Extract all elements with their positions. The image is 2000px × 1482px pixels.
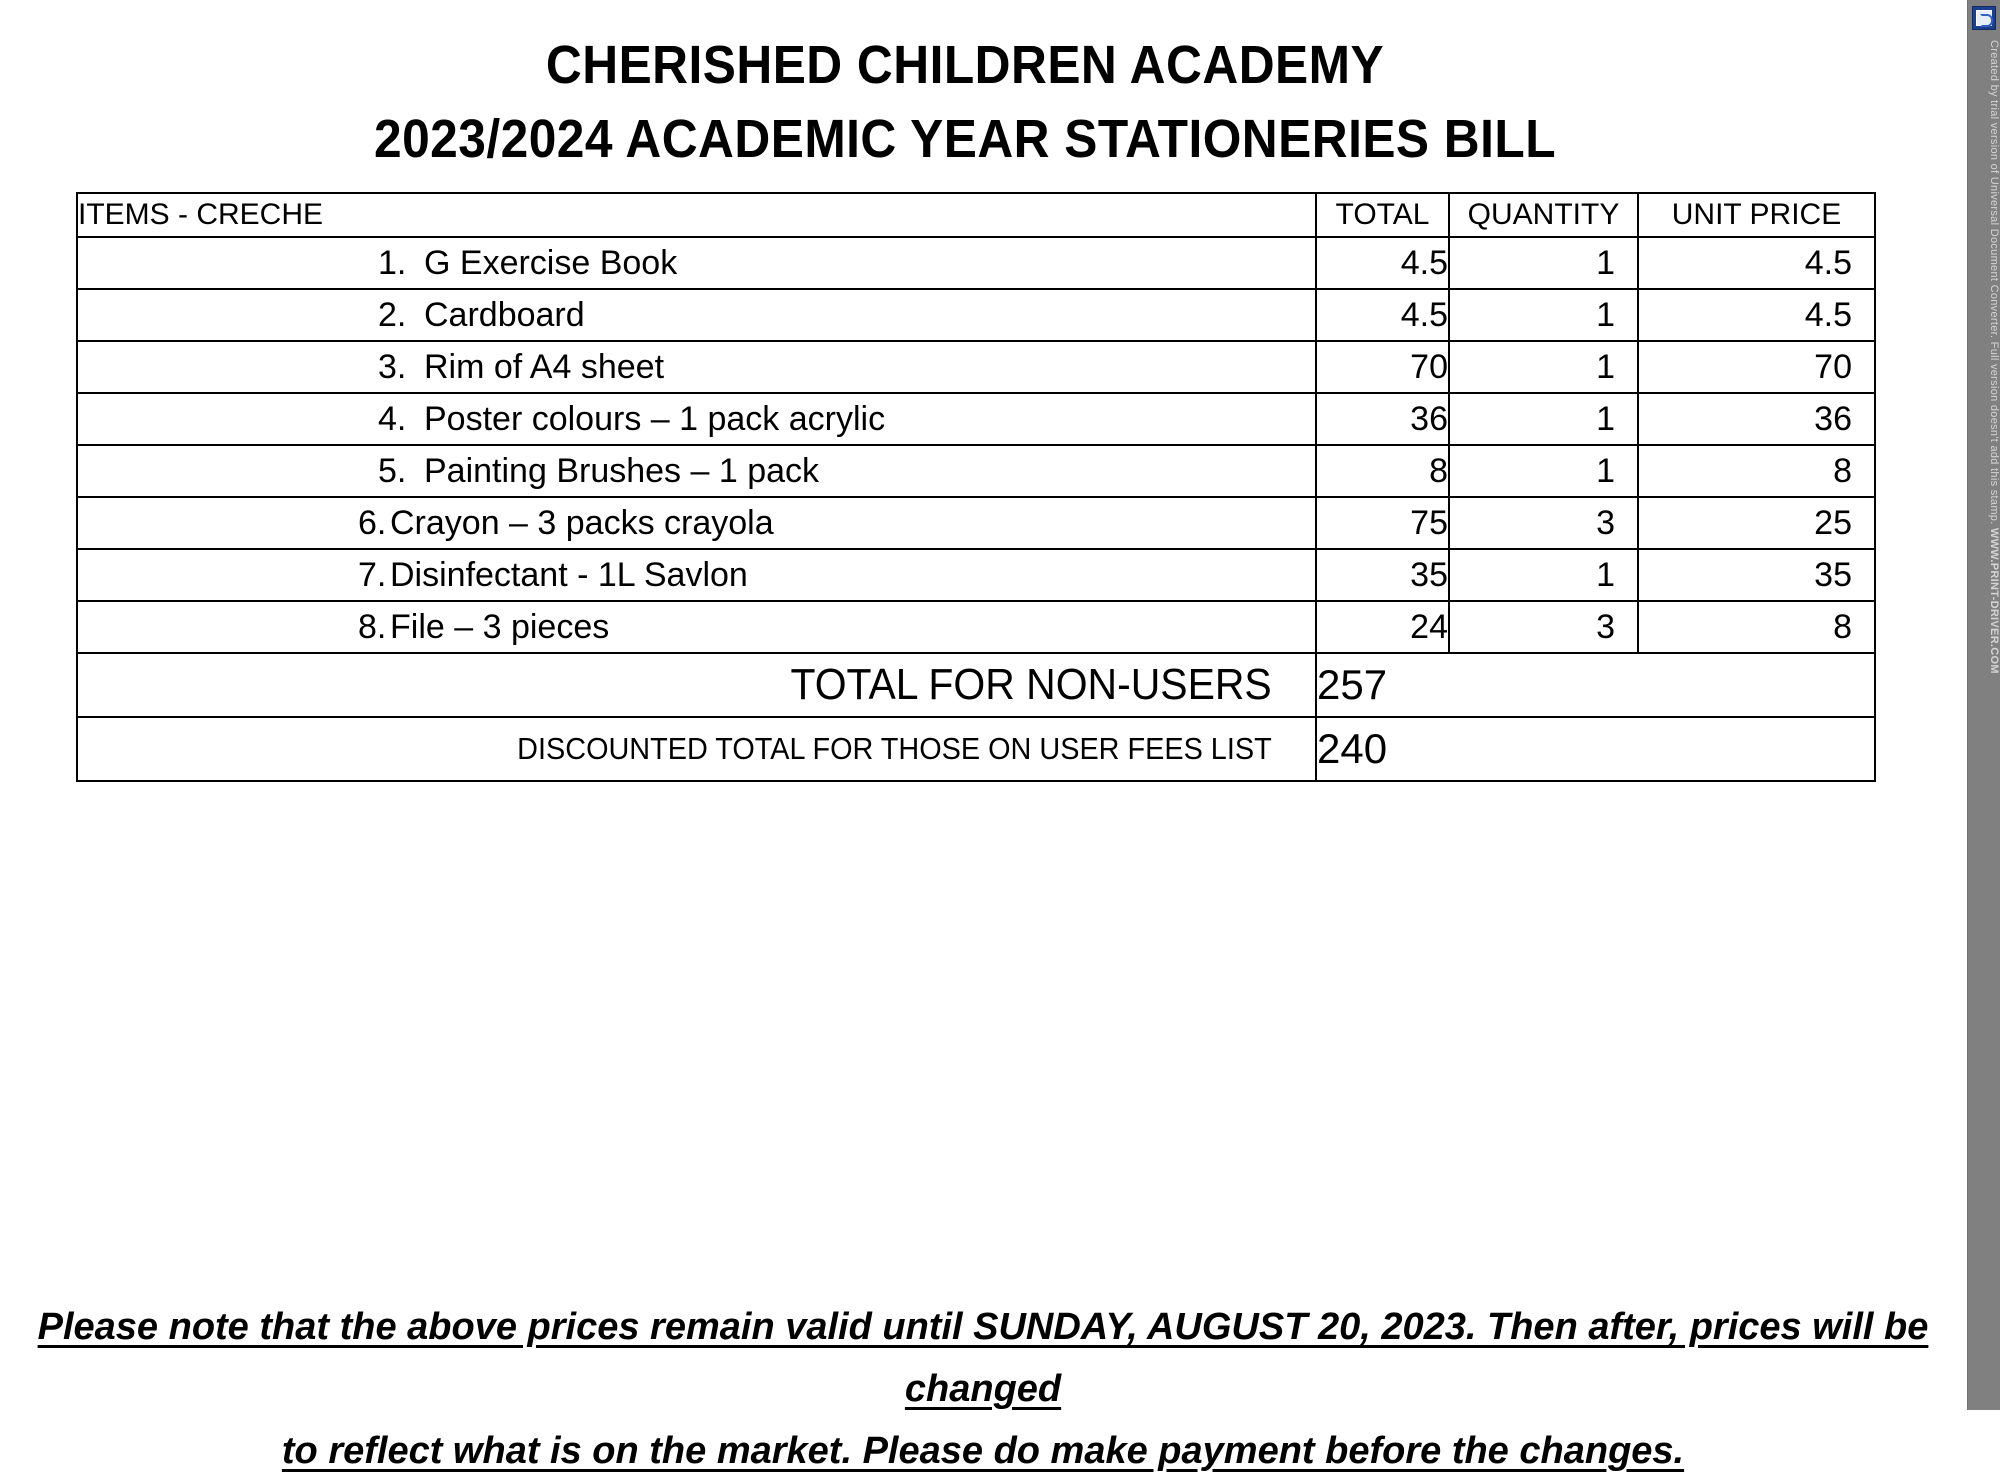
- item-label: G Exercise Book: [424, 243, 678, 282]
- watermark-strip: [1967, 0, 2000, 1410]
- item-unit-price-cell: 35: [1638, 549, 1875, 601]
- item-number: 8.: [358, 607, 387, 646]
- item-name-cell: [77, 393, 1316, 445]
- column-header-items: ITEMS - CRECHE: [77, 193, 1316, 237]
- item-label: Cardboard: [424, 295, 585, 334]
- document-title-line-2: 2023/2024 ACADEMIC YEAR STATIONERIES BILL: [373, 109, 1557, 169]
- total-non-users-value: 257: [1316, 653, 1875, 717]
- item-total-cell: 36: [1316, 393, 1449, 445]
- item-unit-price-cell: 8: [1638, 601, 1875, 653]
- document-converter-icon: [1972, 6, 1996, 30]
- item-name-cell: [77, 445, 1316, 497]
- item-unit-price-cell: 8: [1638, 445, 1875, 497]
- item-name-cell: [77, 289, 1316, 341]
- item-number: 5.: [378, 451, 407, 490]
- watermark-text: [1968, 36, 2000, 1336]
- table-row: [77, 549, 1875, 601]
- item-unit-price-cell: 4.5: [1638, 237, 1875, 289]
- item-quantity-cell: 1: [1449, 289, 1638, 341]
- item-label: Rim of A4 sheet: [424, 347, 665, 386]
- item-label: Crayon – 3 packs crayola: [390, 503, 774, 542]
- table-row: [77, 237, 1875, 289]
- footer-note-line-1: Please note that the above prices remain valid until SUNDAY, AUGUST 20, 2023. Then after, prices will be changed: [37, 1306, 1929, 1410]
- stationeries-bill-table: [76, 192, 1876, 782]
- column-header-total: TOTAL: [1316, 193, 1449, 237]
- footer-note-line-2: to reflect what is on the market. Please do make payment before the changes.: [281, 1430, 1685, 1472]
- item-name-cell: [77, 549, 1316, 601]
- item-total-cell: 4.5: [1316, 237, 1449, 289]
- item-number: 2.: [378, 295, 407, 334]
- item-unit-price-cell: 70: [1638, 341, 1875, 393]
- table-row: [77, 497, 1875, 549]
- item-quantity-cell: 1: [1449, 341, 1638, 393]
- item-quantity-cell: 1: [1449, 549, 1638, 601]
- item-total-cell: 70: [1316, 341, 1449, 393]
- item-quantity-cell: 3: [1449, 601, 1638, 653]
- item-label: File – 3 pieces: [390, 607, 610, 646]
- watermark-line-2: WWW.PRINT-DRIVER.COM: [1988, 527, 2000, 674]
- total-row-discounted: [77, 717, 1875, 781]
- item-unit-price-cell: 36: [1638, 393, 1875, 445]
- table-row: [77, 445, 1875, 497]
- table-row: [77, 393, 1875, 445]
- total-row-non-users: [77, 653, 1875, 717]
- item-name-cell: [77, 237, 1316, 289]
- discounted-total-label: DISCOUNTED TOTAL FOR THOSE ON USER FEES LIST: [120, 717, 1272, 781]
- item-number: 4.: [378, 399, 407, 438]
- item-total-cell: 8: [1316, 445, 1449, 497]
- footer-note: [18, 1296, 1948, 1482]
- item-quantity-cell: 3: [1449, 497, 1638, 549]
- column-header-quantity: QUANTITY: [1449, 193, 1638, 237]
- watermark-line-1: Created by trial version of Universal Document Converter. Full version doesn't add this stamp.: [1988, 40, 2000, 525]
- item-label: Disinfectant - 1L Savlon: [390, 555, 748, 594]
- document-title-line-1: CHERISHED CHILDREN ACADEMY: [545, 35, 1385, 95]
- item-label: Painting Brushes – 1 pack: [424, 451, 820, 490]
- table-row: [77, 289, 1875, 341]
- item-total-cell: 24: [1316, 601, 1449, 653]
- item-unit-price-cell: 4.5: [1638, 289, 1875, 341]
- item-total-cell: 35: [1316, 549, 1449, 601]
- item-quantity-cell: 1: [1449, 393, 1638, 445]
- item-quantity-cell: 1: [1449, 237, 1638, 289]
- total-non-users-label: TOTAL FOR NON-USERS: [120, 653, 1272, 717]
- item-number: 1.: [378, 243, 407, 282]
- discounted-total-value: 240: [1316, 717, 1875, 781]
- item-number: 7.: [358, 555, 387, 594]
- item-name-cell: [77, 341, 1316, 393]
- column-header-unit-price: UNIT PRICE: [1638, 193, 1875, 237]
- document-converter-icon-sheet: [1976, 10, 1992, 26]
- item-unit-price-cell: 25: [1638, 497, 1875, 549]
- item-label: Poster colours – 1 pack acrylic: [424, 399, 886, 438]
- item-name-cell: [77, 497, 1316, 549]
- document-title-block: [0, 28, 1930, 176]
- item-total-cell: 4.5: [1316, 289, 1449, 341]
- table-header-row: [77, 193, 1875, 237]
- table-row: [77, 341, 1875, 393]
- item-name-cell: [77, 601, 1316, 653]
- item-total-cell: 75: [1316, 497, 1449, 549]
- table-row: [77, 601, 1875, 653]
- item-number: 3.: [378, 347, 407, 386]
- item-quantity-cell: 1: [1449, 445, 1638, 497]
- item-number: 6.: [358, 503, 387, 542]
